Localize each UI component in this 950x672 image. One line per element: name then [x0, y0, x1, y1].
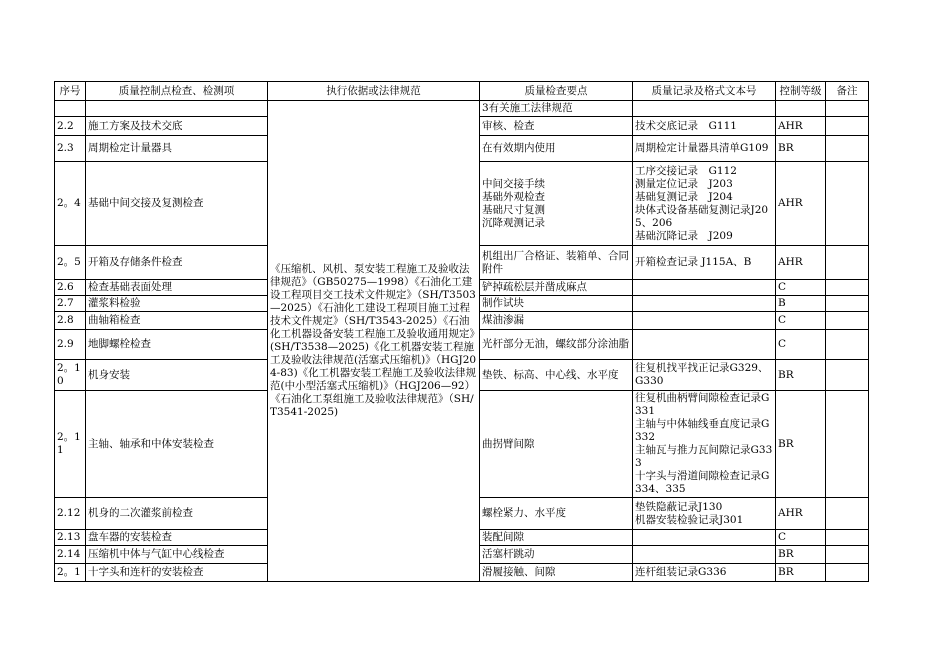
- cell-record: [633, 280, 776, 296]
- cell-points: 制作试块: [480, 296, 633, 312]
- cell-note: [826, 498, 869, 530]
- cell-level: AHR: [776, 117, 826, 136]
- header-level: 控制等级: [776, 82, 826, 101]
- cell-note: [826, 330, 869, 360]
- cell-points: 在有效期内使用: [480, 136, 633, 162]
- cell-seq: [55, 101, 86, 117]
- cell-level: BR: [776, 564, 826, 582]
- cell-points: 机组出厂合格证、装箱单、合同附件: [480, 246, 633, 280]
- cell-record: [633, 530, 776, 546]
- cell-record: 开箱检查记录 J115A、B: [633, 246, 776, 280]
- cell-seq: 2.12: [55, 498, 86, 530]
- cell-record: [633, 101, 776, 117]
- cell-item: 机身的二次灌浆前检查: [86, 498, 268, 530]
- cell-item: 盘车器的安装检查: [86, 530, 268, 546]
- cell-note: [826, 530, 869, 546]
- cell-item: 主轴、轴承和中体安装检查: [86, 391, 268, 498]
- cell-note: [826, 360, 869, 391]
- cell-record: 周期检定计量器具清单G109: [633, 136, 776, 162]
- cell-level: BR: [776, 136, 826, 162]
- cell-level: AHR: [776, 162, 826, 246]
- header-basis: 执行依据或法律规范: [268, 82, 480, 101]
- cell-level: B: [776, 296, 826, 312]
- cell-basis: 《压缩机、风机、泵安装工程施工及验收法律规范》（GB50275—1998）《石油化工建设工程项目交工技术文件规定》（SH/T3503—2025）《石油化工建设工程项目施工过程技术文件规定》（SH/T3543-2025）《石油化工机器设备安装工程施工及验收通用规定》(SH/T3538—2025)《化工机器安装工程施工及验收法律规范(活塞式压缩机)》（HGJ204-83)《化工机器安装工程施工及验收法律规范(中小型活塞式压缩机)》（HGJ206—92）《石油化工泵组施工及验收法律规范》（SH/T3541-2025): [268, 101, 480, 582]
- cell-level: C: [776, 330, 826, 360]
- cell-points: 活塞杆跳动: [480, 546, 633, 564]
- cell-item: 地脚螺栓检查: [86, 330, 268, 360]
- cell-item: 检查基础表面处理: [86, 280, 268, 296]
- cell-note: [826, 312, 869, 330]
- cell-note: [826, 564, 869, 582]
- cell-seq: 2。1: [55, 564, 86, 582]
- cell-points: 审核、检查: [480, 117, 633, 136]
- header-note: 备注: [826, 82, 869, 101]
- cell-item: 施工方案及技术交底: [86, 117, 268, 136]
- cell-item: 压缩机中体与气缸中心线检查: [86, 546, 268, 564]
- header-item: 质量控制点检查、检测项: [86, 82, 268, 101]
- table-row: [55, 101, 869, 117]
- cell-level: AHR: [776, 246, 826, 280]
- cell-record: 往复机找平找正记录G329、G330: [633, 360, 776, 391]
- cell-record: [633, 330, 776, 360]
- cell-item: 十字头和连杆的安装检查: [86, 564, 268, 582]
- cell-note: [826, 136, 869, 162]
- header-record: 质量记录及格式文本号: [633, 82, 776, 101]
- cell-record: [633, 312, 776, 330]
- header-points: 质量检查要点: [480, 82, 633, 101]
- cell-record: 工序交接记录 G112 测量定位记录 J203 基础复测记录 J204 块体式设备基础复测记录J205、206 基础沉降记录 J209: [633, 162, 776, 246]
- table-header-row: [55, 82, 869, 101]
- cell-item: 开箱及存储条件检查: [86, 246, 268, 280]
- header-seq: 序号: [55, 82, 86, 101]
- cell-seq: 2.6: [55, 280, 86, 296]
- cell-note: [826, 246, 869, 280]
- cell-seq: 2.2: [55, 117, 86, 136]
- cell-note: [826, 280, 869, 296]
- cell-points: 铲掉疏松层并凿成麻点: [480, 280, 633, 296]
- cell-item: [86, 101, 268, 117]
- cell-seq: 2。11: [55, 391, 86, 498]
- cell-item: 周期检定计量器具: [86, 136, 268, 162]
- cell-record: 往复机曲柄臂间隙检查记录G331 主轴与中体轴线垂直度记录G332 主轴瓦与推力瓦间隙记录G333 十字头与滑道间隙检查记录G334、335: [633, 391, 776, 498]
- cell-item: 机身安装: [86, 360, 268, 391]
- cell-record: 连杆组装记录G336: [633, 564, 776, 582]
- cell-note: [826, 546, 869, 564]
- cell-level: AHR: [776, 498, 826, 530]
- cell-seq: 2.3: [55, 136, 86, 162]
- cell-level: C: [776, 530, 826, 546]
- cell-level: [776, 101, 826, 117]
- cell-level: C: [776, 312, 826, 330]
- cell-level: BR: [776, 546, 826, 564]
- cell-seq: 2.13: [55, 530, 86, 546]
- cell-points: 3有关施工法律规范: [480, 101, 633, 117]
- cell-points: 螺栓紧力、水平度: [480, 498, 633, 530]
- cell-seq: 2。10: [55, 360, 86, 391]
- cell-item: 曲轴箱检查: [86, 312, 268, 330]
- cell-item: 基础中间交接及复测检查: [86, 162, 268, 246]
- cell-points: 中间交接手续 基础外观检查 基础尺寸复测 沉降观测记录: [480, 162, 633, 246]
- cell-seq: 2.9: [55, 330, 86, 360]
- cell-note: [826, 296, 869, 312]
- cell-seq: 2。5: [55, 246, 86, 280]
- cell-item: 灌浆料检验: [86, 296, 268, 312]
- cell-points: 滑履接触、间隙: [480, 564, 633, 582]
- cell-record: [633, 546, 776, 564]
- cell-seq: 2。4: [55, 162, 86, 246]
- cell-level: C: [776, 280, 826, 296]
- cell-note: [826, 391, 869, 498]
- cell-level: BR: [776, 360, 826, 391]
- cell-note: [826, 162, 869, 246]
- cell-level: BR: [776, 391, 826, 498]
- cell-seq: 2.7: [55, 296, 86, 312]
- quality-control-table: [54, 81, 869, 582]
- cell-seq: 2.14: [55, 546, 86, 564]
- cell-note: [826, 101, 869, 117]
- cell-note: [826, 117, 869, 136]
- cell-points: 曲拐臂间隙: [480, 391, 633, 498]
- cell-record: 垫铁隐蔽记录J130 机器安装检验记录J301: [633, 498, 776, 530]
- cell-points: 装配间隙: [480, 530, 633, 546]
- cell-record: 技术交底记录 G111: [633, 117, 776, 136]
- cell-points: 垫铁、标高、中心线、水平度: [480, 360, 633, 391]
- cell-points: 煤油渗漏: [480, 312, 633, 330]
- cell-seq: 2.8: [55, 312, 86, 330]
- cell-record: [633, 296, 776, 312]
- cell-points: 光杆部分无油，螺纹部分涂油脂: [480, 330, 633, 360]
